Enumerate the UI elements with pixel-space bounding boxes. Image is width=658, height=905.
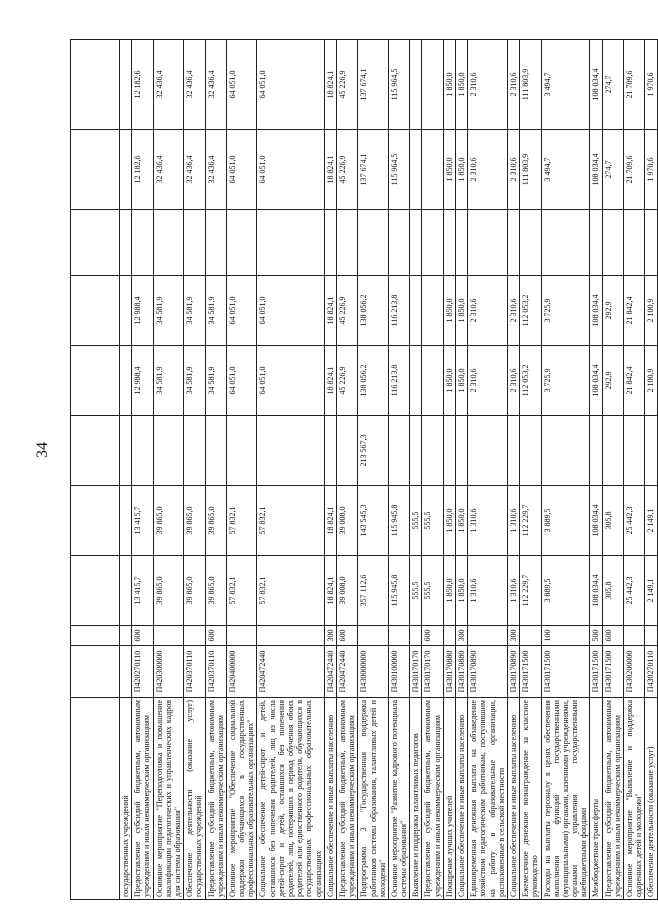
value-7: 1 850,0 (456, 130, 468, 210)
row-code: П420300000 (153, 646, 184, 698)
row-code: П420472440 (324, 646, 336, 698)
value-1: 555,5 (410, 556, 422, 626)
value-1: 115 945,8 (388, 556, 409, 626)
value-8: 64 051,0 (226, 40, 257, 130)
header-cell (71, 556, 120, 626)
value-6 (507, 210, 519, 276)
value-4: 2 310,6 (507, 346, 519, 416)
value-8 (120, 40, 132, 130)
table-row (624, 40, 645, 900)
value-7: 32 436,4 (205, 130, 226, 210)
value-2: 2 149,1 (645, 486, 657, 556)
row-expense-type (388, 626, 409, 646)
value-1 (120, 556, 132, 626)
value-6 (590, 210, 602, 276)
row-expense-type (520, 626, 541, 646)
row-code: П430200000 (624, 646, 645, 698)
value-6 (226, 210, 257, 276)
table-body (71, 40, 658, 900)
value-2: 1 850,0 (456, 486, 468, 556)
value-3 (422, 416, 443, 486)
row-expense-type: 300 (507, 626, 519, 646)
row-name: Социальное обеспечение и иные выплаты населению (456, 698, 468, 900)
value-7: 108 034,4 (590, 130, 602, 210)
row-name: Предоставление субсидий бюджетным, автономным учреждениям и иным некоммерческим организациям (422, 698, 443, 900)
value-5: 64 051,0 (226, 276, 257, 346)
value-8: 32 436,4 (205, 40, 226, 130)
header-cell (71, 346, 120, 416)
value-8: 2 310,6 (468, 40, 508, 130)
value-2: 1 850,0 (443, 486, 455, 556)
header-cell (71, 210, 120, 276)
page-number: 34 (34, 442, 51, 458)
value-8: 108 034,4 (590, 40, 602, 130)
value-8 (410, 40, 422, 130)
value-1: 18 824,1 (324, 556, 336, 626)
table-row (541, 40, 590, 900)
header-cell (71, 486, 120, 556)
value-5 (422, 276, 443, 346)
value-2: 39 865,0 (184, 486, 205, 556)
row-name: Единовременная денежная выплата на обзаведение хозяйством педагогическим работникам, поступившим на работу в образовательные организации, расположенные в сельской местности (468, 698, 508, 900)
value-1: 25 442,3 (624, 556, 645, 626)
row-expense-type: 600 (132, 626, 153, 646)
row-expense-type (410, 626, 422, 646)
table-row (388, 40, 409, 900)
value-7: 21 709,6 (624, 130, 645, 210)
value-4 (410, 346, 422, 416)
value-5 (410, 276, 422, 346)
value-4: 292,9 (602, 346, 623, 416)
value-6 (443, 210, 455, 276)
row-name: Основное мероприятие "Переподготовка и повышение квалификации педагогических и управленческих кадров для системы образования" (153, 698, 184, 900)
table-row (443, 40, 455, 900)
value-2: 25 442,3 (624, 486, 645, 556)
value-5: 112 053,2 (520, 276, 541, 346)
row-expense-type (624, 626, 645, 646)
row-code: П430170890 (468, 646, 508, 698)
row-name: Социальное обеспечение и иные выплаты населению (507, 698, 519, 900)
value-7: 1 850,0 (443, 130, 455, 210)
row-expense-type (153, 626, 184, 646)
value-2: 39 008,0 (336, 486, 357, 556)
value-8: 3 494,7 (541, 40, 590, 130)
value-7: 45 226,9 (336, 130, 357, 210)
table-row (520, 40, 541, 900)
value-1: 1 850,0 (456, 556, 468, 626)
table-row (358, 40, 389, 900)
value-2: 18 824,1 (324, 486, 336, 556)
row-code: П430171500 (590, 646, 602, 698)
value-3 (645, 416, 657, 486)
value-5: 116 213,8 (388, 276, 409, 346)
value-7: 274,7 (602, 130, 623, 210)
value-2: 1 310,6 (507, 486, 519, 556)
header-cell (71, 130, 120, 210)
row-code: П430100000 (388, 646, 409, 698)
row-code: П420270110 (132, 646, 153, 698)
row-name: Межбюджетные трансферты (590, 698, 602, 900)
value-1: 39 865,0 (205, 556, 226, 626)
value-3 (184, 416, 205, 486)
value-8: 18 824,1 (324, 40, 336, 130)
row-expense-type (257, 626, 324, 646)
row-code: П430170170 (410, 646, 422, 698)
value-4: 116 213,8 (388, 346, 409, 416)
value-6 (324, 210, 336, 276)
value-7: 64 051,0 (226, 130, 257, 210)
table-header-blank (71, 40, 120, 900)
table-row (507, 40, 519, 900)
header-cell (71, 646, 120, 698)
row-name: Ежемесячное денежное вознаграждение за классное руководство (520, 698, 541, 900)
table-row (456, 40, 468, 900)
value-8: 2 310,6 (507, 40, 519, 130)
value-4: 12 988,4 (132, 346, 153, 416)
value-5: 34 581,9 (205, 276, 226, 346)
value-8: 32 436,4 (153, 40, 184, 130)
table-row (645, 40, 657, 900)
value-2: 555,5 (410, 486, 422, 556)
table-row (184, 40, 205, 900)
row-expense-type: 500 (590, 626, 602, 646)
value-1: 2 149,1 (645, 556, 657, 626)
value-8: 137 674,1 (358, 40, 389, 130)
value-7 (422, 130, 443, 210)
row-code: П430171500 (602, 646, 623, 698)
value-6 (468, 210, 508, 276)
value-1: 1 310,6 (507, 556, 519, 626)
value-4: 18 824,1 (324, 346, 336, 416)
value-4: 2 100,9 (645, 346, 657, 416)
value-3 (388, 416, 409, 486)
value-5: 292,9 (602, 276, 623, 346)
header-cell (71, 626, 120, 646)
value-7: 111 803,9 (520, 130, 541, 210)
row-code: П430000000 (358, 646, 389, 698)
value-4: 2 310,6 (468, 346, 508, 416)
value-8: 21 709,6 (624, 40, 645, 130)
value-6 (645, 210, 657, 276)
row-name: Выявление и поддержка талантливых педагогов (410, 698, 422, 900)
value-3 (520, 416, 541, 486)
value-6 (520, 210, 541, 276)
value-5: 34 581,9 (153, 276, 184, 346)
value-2: 57 832,1 (226, 486, 257, 556)
value-6 (410, 210, 422, 276)
row-code: П420472440 (257, 646, 324, 698)
value-5: 1 850,0 (456, 276, 468, 346)
row-name: Предоставление субсидий бюджетным, автономным учреждениям и иным некоммерческим организациям (132, 698, 153, 900)
value-4: 34 581,9 (205, 346, 226, 416)
row-name: Социальное обеспечение детей-сирот и детей, оставшихся без попечения родителей, лиц из числа детей-сирот и детей, оставшихся без попечения родителей, лиц, потерявших в период обучения обоих родителей или единственного родителя, обучающихся в государственных профессиональных образовательных организациях (257, 698, 324, 900)
value-2: 3 889,5 (541, 486, 590, 556)
value-2: 57 832,1 (257, 486, 324, 556)
table-row (257, 40, 324, 900)
value-1: 1 310,6 (468, 556, 508, 626)
value-8: 1 970,6 (645, 40, 657, 130)
row-code: П420370110 (184, 646, 205, 698)
value-8: 32 436,4 (184, 40, 205, 130)
value-4: 1 850,0 (456, 346, 468, 416)
row-expense-type (443, 626, 455, 646)
row-expense-type (468, 626, 508, 646)
row-name: государственных учреждений (120, 698, 132, 900)
row-code: П430170890 (507, 646, 519, 698)
value-2: 108 034,4 (590, 486, 602, 556)
row-code: П420400000 (226, 646, 257, 698)
row-code: П430171500 (520, 646, 541, 698)
value-4: 112 053,2 (520, 346, 541, 416)
table-row (205, 40, 226, 900)
value-7: 2 310,6 (507, 130, 519, 210)
table-row (324, 40, 336, 900)
row-expense-type: 600 (336, 626, 357, 646)
row-code: П420370110 (205, 646, 226, 698)
value-4: 1 850,0 (443, 346, 455, 416)
value-5: 12 988,4 (132, 276, 153, 346)
value-8: 12 182,6 (132, 40, 153, 130)
value-8: 1 850,0 (443, 40, 455, 130)
value-5: 3 725,9 (541, 276, 590, 346)
row-code: П430170170 (422, 646, 443, 698)
row-expense-type (226, 626, 257, 646)
value-6 (257, 210, 324, 276)
value-4: 3 725,9 (541, 346, 590, 416)
value-4: 108 034,4 (590, 346, 602, 416)
value-1: 57 832,1 (226, 556, 257, 626)
row-name: Основное мероприятие "Развитие кадрового потенциала системы образования" (388, 698, 409, 900)
value-3 (153, 416, 184, 486)
row-name: Обеспечение деятельности (оказание услуг) (645, 698, 657, 900)
value-3 (336, 416, 357, 486)
value-7: 18 824,1 (324, 130, 336, 210)
value-8: 115 964,5 (388, 40, 409, 130)
value-7: 2 310,6 (468, 130, 508, 210)
row-code (120, 646, 132, 698)
value-4: 21 842,4 (624, 346, 645, 416)
value-3 (257, 416, 324, 486)
row-name: Основное мероприятие "Выявление и поддержка одаренных детей и молодежи" (624, 698, 645, 900)
table-row (422, 40, 443, 900)
value-5: 18 824,1 (324, 276, 336, 346)
value-1: 357 112,6 (358, 556, 389, 626)
value-8: 274,7 (602, 40, 623, 130)
value-4: 34 581,9 (184, 346, 205, 416)
value-5 (120, 276, 132, 346)
value-7: 32 436,4 (184, 130, 205, 210)
row-code: П430171500 (541, 646, 590, 698)
value-7 (120, 130, 132, 210)
table-row (153, 40, 184, 900)
value-6 (541, 210, 590, 276)
value-7: 12 182,6 (132, 130, 153, 210)
value-3 (624, 416, 645, 486)
value-4: 138 056,2 (358, 346, 389, 416)
table-row (468, 40, 508, 900)
row-name: Подпрограмма 3 "Государственная поддержка работников системы образования, талантливых детей и молодежи" (358, 698, 389, 900)
row-expense-type: 300 (456, 626, 468, 646)
rotated-table-container (70, 40, 656, 900)
value-6 (456, 210, 468, 276)
value-1: 3 889,5 (541, 556, 590, 626)
value-1: 57 832,1 (257, 556, 324, 626)
value-1: 555,5 (422, 556, 443, 626)
value-2: 39 865,0 (205, 486, 226, 556)
table-row (602, 40, 623, 900)
value-6 (184, 210, 205, 276)
value-3 (456, 416, 468, 486)
value-2: 39 865,0 (153, 486, 184, 556)
value-5: 138 056,2 (358, 276, 389, 346)
value-7: 64 051,0 (257, 130, 324, 210)
value-7: 32 436,4 (153, 130, 184, 210)
value-5: 21 842,4 (624, 276, 645, 346)
value-5: 64 051,0 (257, 276, 324, 346)
value-1: 13 415,7 (132, 556, 153, 626)
value-3 (507, 416, 519, 486)
row-name: Поощрение лучших учителей (443, 698, 455, 900)
value-5: 2 310,6 (507, 276, 519, 346)
value-1: 39 865,0 (153, 556, 184, 626)
row-expense-type: 300 (324, 626, 336, 646)
row-expense-type: 600 (205, 626, 226, 646)
value-8: 111 803,9 (520, 40, 541, 130)
value-5: 2 100,9 (645, 276, 657, 346)
row-expense-type (184, 626, 205, 646)
value-5: 2 310,6 (468, 276, 508, 346)
row-expense-type (358, 626, 389, 646)
value-1: 1 850,0 (443, 556, 455, 626)
table-row (226, 40, 257, 900)
value-3 (590, 416, 602, 486)
value-1: 39 865,0 (184, 556, 205, 626)
value-7: 137 674,1 (358, 130, 389, 210)
row-name: Предоставление субсидий бюджетным, автономным учреждениям и иным некоммерческим организациям (336, 698, 357, 900)
value-4 (422, 346, 443, 416)
table-row (590, 40, 602, 900)
value-2: 13 415,7 (132, 486, 153, 556)
row-name: Основное мероприятие "Обеспечение социальной поддержки обучающихся в государственных профессиональных образовательных организациях" (226, 698, 257, 900)
value-6 (205, 210, 226, 276)
value-1: 112 229,7 (520, 556, 541, 626)
value-3 (120, 416, 132, 486)
value-6 (358, 210, 389, 276)
value-3: 213 567,3 (358, 416, 389, 486)
row-name: Обеспечение деятельности (оказание услуг) государственных учреждений (184, 698, 205, 900)
row-code: П430170880 (443, 646, 455, 698)
value-6 (336, 210, 357, 276)
value-2: 112 229,7 (520, 486, 541, 556)
row-name: Предоставление субсидий бюджетным, автономным учреждениям и иным некоммерческим организациям (205, 698, 226, 900)
value-3 (443, 416, 455, 486)
row-code: П430170880 (456, 646, 468, 698)
value-6 (388, 210, 409, 276)
row-name: Социальное обеспечение и иные выплаты населению (324, 698, 336, 900)
row-expense-type (120, 626, 132, 646)
value-7: 3 494,7 (541, 130, 590, 210)
value-1: 108 034,4 (590, 556, 602, 626)
value-5: 34 581,9 (184, 276, 205, 346)
value-1: 39 008,0 (336, 556, 357, 626)
value-6 (153, 210, 184, 276)
value-1: 305,8 (602, 556, 623, 626)
header-cell (71, 698, 120, 900)
table-row (410, 40, 422, 900)
budget-table (70, 39, 658, 900)
value-7: 1 970,6 (645, 130, 657, 210)
value-4: 64 051,0 (257, 346, 324, 416)
row-name: Расходы на выплаты персоналу в целях обеспечения выполнения функций государственными (муниципальными) органами, казенными учреждениями, органами управления государственными внебюджетными фондами (541, 698, 590, 900)
value-5: 45 226,9 (336, 276, 357, 346)
value-3 (324, 416, 336, 486)
value-4: 45 226,9 (336, 346, 357, 416)
value-4 (120, 346, 132, 416)
value-2 (120, 486, 132, 556)
row-expense-type: 600 (602, 626, 623, 646)
value-7: 115 964,5 (388, 130, 409, 210)
value-8: 45 226,9 (336, 40, 357, 130)
value-5: 108 034,4 (590, 276, 602, 346)
value-5: 1 850,0 (443, 276, 455, 346)
value-4: 34 581,9 (153, 346, 184, 416)
value-2: 1 310,6 (468, 486, 508, 556)
value-6 (132, 210, 153, 276)
table-row (120, 40, 132, 900)
value-3 (132, 416, 153, 486)
value-4: 64 051,0 (226, 346, 257, 416)
header-cell (71, 276, 120, 346)
header-cell (71, 416, 120, 486)
row-code: П430270110 (645, 646, 657, 698)
row-expense-type (645, 626, 657, 646)
value-2: 305,8 (602, 486, 623, 556)
table-row (336, 40, 357, 900)
value-6 (624, 210, 645, 276)
row-name: Предоставление субсидий бюджетным, автономным учреждениям и иным некоммерческим организациям (602, 698, 623, 900)
value-2: 115 945,8 (388, 486, 409, 556)
row-expense-type: 600 (422, 626, 443, 646)
value-3 (205, 416, 226, 486)
value-6 (602, 210, 623, 276)
value-8: 64 051,0 (257, 40, 324, 130)
value-3 (541, 416, 590, 486)
value-2: 555,5 (422, 486, 443, 556)
value-8: 1 850,0 (456, 40, 468, 130)
value-6 (422, 210, 443, 276)
value-8 (422, 40, 443, 130)
value-3 (602, 416, 623, 486)
value-3 (468, 416, 508, 486)
value-6 (120, 210, 132, 276)
value-2: 143 545,3 (358, 486, 389, 556)
value-7 (410, 130, 422, 210)
row-expense-type: 100 (541, 626, 590, 646)
table-row (132, 40, 153, 900)
value-3 (226, 416, 257, 486)
row-code: П420472440 (336, 646, 357, 698)
value-3 (410, 416, 422, 486)
header-cell (71, 40, 120, 130)
